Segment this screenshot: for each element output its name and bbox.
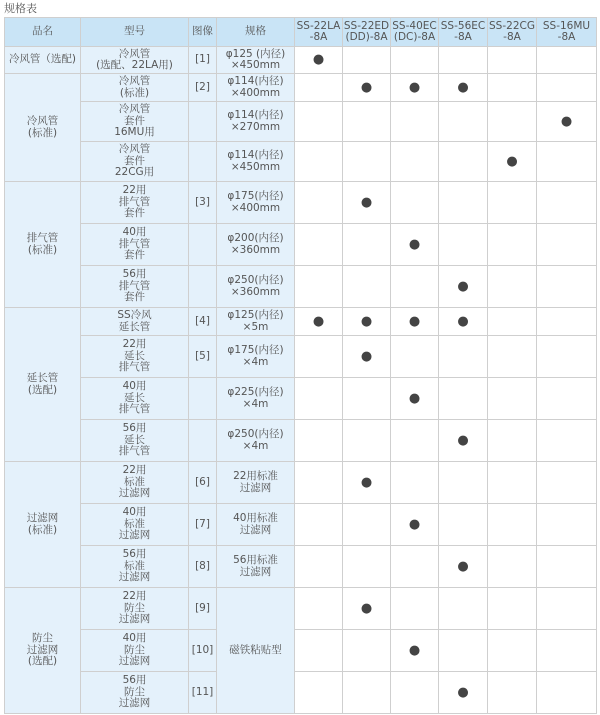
- table-row: [5, 182, 597, 224]
- compat-cell: [343, 672, 391, 714]
- compat-cell: [391, 142, 439, 182]
- header-image: 图像: [189, 18, 217, 47]
- table-row: [5, 672, 597, 714]
- compat-cell: [391, 102, 439, 142]
- compat-cell: [391, 546, 439, 588]
- compat-cell: [295, 630, 343, 672]
- compat-cell: [488, 102, 537, 142]
- spec-cell: φ250(内径) ×4m: [217, 420, 295, 462]
- compat-cell: [537, 47, 597, 74]
- compat-cell: [439, 462, 488, 504]
- compat-cell: [295, 546, 343, 588]
- compat-mark: ●: [343, 182, 391, 224]
- header-ss-16mu: SS-16MU -8A: [537, 18, 597, 47]
- compat-cell: [343, 142, 391, 182]
- compat-cell: [439, 224, 488, 266]
- table-row: [5, 102, 597, 142]
- image-ref-cell: [5]: [189, 336, 217, 378]
- image-ref-cell: [189, 266, 217, 308]
- compat-mark: ●: [391, 630, 439, 672]
- compat-cell: [343, 102, 391, 142]
- model-cell: 冷风管 (选配、22LA用): [81, 47, 189, 74]
- compat-cell: [295, 182, 343, 224]
- spec-cell: 40用标准 过滤网: [217, 504, 295, 546]
- compat-cell: [295, 588, 343, 630]
- table-row: [5, 142, 597, 182]
- spec-cell: φ125(内径) ×5m: [217, 308, 295, 336]
- compat-cell: [537, 336, 597, 378]
- compat-cell: [343, 47, 391, 74]
- table-row: [5, 266, 597, 308]
- header-ss-56ec: SS-56EC -8A: [439, 18, 488, 47]
- spec-cell: φ175(内径) ×400mm: [217, 182, 295, 224]
- product-category-cell: 过滤网 (标准): [5, 462, 81, 588]
- product-category-cell: 延长管 (选配): [5, 308, 81, 462]
- compat-cell: [295, 672, 343, 714]
- compat-cell: [439, 182, 488, 224]
- model-cell: 56用 防尘 过滤网: [81, 672, 189, 714]
- model-cell: 56用 延长 排气管: [81, 420, 189, 462]
- compat-mark: ●: [343, 462, 391, 504]
- compat-mark: ●: [343, 74, 391, 102]
- compat-cell: [488, 504, 537, 546]
- compat-cell: [537, 504, 597, 546]
- table-caption: 规格表: [4, 2, 37, 15]
- compat-cell: [295, 462, 343, 504]
- compat-cell: [537, 74, 597, 102]
- compat-mark: ●: [439, 672, 488, 714]
- header-product: 品名: [5, 18, 81, 47]
- model-cell: 22用 延长 排气管: [81, 336, 189, 378]
- table-row: [5, 308, 597, 336]
- compat-mark: ●: [391, 308, 439, 336]
- compat-cell: [537, 378, 597, 420]
- model-cell: 40用 排气管 套件: [81, 224, 189, 266]
- model-cell: 56用 标准 过滤网: [81, 546, 189, 588]
- image-ref-cell: [9]: [189, 588, 217, 630]
- compat-cell: [343, 546, 391, 588]
- image-ref-cell: [189, 102, 217, 142]
- image-ref-cell: [4]: [189, 308, 217, 336]
- image-ref-cell: [189, 142, 217, 182]
- compat-cell: [488, 588, 537, 630]
- image-ref-cell: [7]: [189, 504, 217, 546]
- image-ref-cell: [10]: [189, 630, 217, 672]
- compat-cell: [537, 588, 597, 630]
- spec-cell: φ200(内径) ×360mm: [217, 224, 295, 266]
- spec-cell: φ114(内径) ×400mm: [217, 74, 295, 102]
- table-row: [5, 378, 597, 420]
- compat-cell: [391, 672, 439, 714]
- image-ref-cell: [3]: [189, 182, 217, 224]
- table-row: [5, 224, 597, 266]
- table-row: [5, 588, 597, 630]
- product-category-cell: 冷风管（选配): [5, 47, 81, 74]
- image-ref-cell: [11]: [189, 672, 217, 714]
- image-ref-cell: [8]: [189, 546, 217, 588]
- compat-cell: [439, 47, 488, 74]
- compat-cell: [391, 588, 439, 630]
- header-ss-22la: SS-22LA -8A: [295, 18, 343, 47]
- spec-cell: φ175(内径) ×4m: [217, 336, 295, 378]
- compat-cell: [537, 142, 597, 182]
- spec-cell: 22用标准 过滤网: [217, 462, 295, 504]
- table-row: [5, 546, 597, 588]
- compat-cell: [295, 142, 343, 182]
- image-ref-cell: [1]: [189, 47, 217, 74]
- model-cell: 22用 标准 过滤网: [81, 462, 189, 504]
- header-ss-40ec: SS-40EC (DC)-8A: [391, 18, 439, 47]
- compat-mark: ●: [537, 102, 597, 142]
- model-cell: 40用 标准 过滤网: [81, 504, 189, 546]
- compat-cell: [343, 378, 391, 420]
- header-ss-22cg: SS-22CG -8A: [488, 18, 537, 47]
- model-cell: 22用 防尘 过滤网: [81, 588, 189, 630]
- header-spec: 规格: [217, 18, 295, 47]
- compat-cell: [439, 336, 488, 378]
- compat-cell: [295, 378, 343, 420]
- compat-mark: ●: [343, 588, 391, 630]
- product-category-cell: 冷风管 (标准): [5, 74, 81, 182]
- compat-cell: [488, 224, 537, 266]
- image-ref-cell: [189, 224, 217, 266]
- compat-cell: [391, 47, 439, 74]
- compat-cell: [488, 672, 537, 714]
- image-ref-cell: [2]: [189, 74, 217, 102]
- compat-cell: [488, 336, 537, 378]
- header-ss-22ed: SS-22ED (DD)-8A: [343, 18, 391, 47]
- compat-cell: [488, 47, 537, 74]
- model-cell: 冷风管 (标准): [81, 74, 189, 102]
- compat-mark: ●: [439, 308, 488, 336]
- compat-cell: [537, 672, 597, 714]
- model-cell: 56用 排气管 套件: [81, 266, 189, 308]
- compat-cell: [391, 420, 439, 462]
- compat-mark: ●: [295, 308, 343, 336]
- compat-mark: ●: [295, 47, 343, 74]
- compat-cell: [343, 420, 391, 462]
- compat-cell: [537, 224, 597, 266]
- compat-cell: [295, 504, 343, 546]
- spec-cell: φ125 (内径) ×450mm: [217, 47, 295, 74]
- spec-cell: φ114(内径) ×450mm: [217, 142, 295, 182]
- spec-cell: φ225(内径) ×4m: [217, 378, 295, 420]
- compat-cell: [488, 266, 537, 308]
- compat-mark: ●: [391, 378, 439, 420]
- compat-cell: [488, 378, 537, 420]
- compat-cell: [391, 336, 439, 378]
- model-cell: 40用 防尘 过滤网: [81, 630, 189, 672]
- compat-cell: [537, 266, 597, 308]
- compat-mark: ●: [439, 420, 488, 462]
- compat-mark: ●: [343, 308, 391, 336]
- compat-cell: [439, 504, 488, 546]
- spec-cell: 磁铁粘贴型: [217, 588, 295, 714]
- table-row: [5, 74, 597, 102]
- image-ref-cell: [189, 420, 217, 462]
- compat-cell: [295, 336, 343, 378]
- compat-cell: [343, 630, 391, 672]
- compat-cell: [537, 420, 597, 462]
- table-row: [5, 504, 597, 546]
- model-cell: 22用 排气管 套件: [81, 182, 189, 224]
- compat-mark: ●: [488, 142, 537, 182]
- compat-cell: [295, 224, 343, 266]
- compat-cell: [488, 546, 537, 588]
- compat-cell: [295, 74, 343, 102]
- header-model: 型号: [81, 18, 189, 47]
- spec-table: [4, 17, 597, 714]
- compat-cell: [391, 266, 439, 308]
- model-cell: SS冷风 延长管: [81, 308, 189, 336]
- compat-cell: [295, 266, 343, 308]
- compat-cell: [439, 142, 488, 182]
- compat-cell: [537, 546, 597, 588]
- compat-cell: [488, 630, 537, 672]
- table-row: [5, 462, 597, 504]
- compat-cell: [488, 182, 537, 224]
- compat-mark: ●: [343, 336, 391, 378]
- compat-mark: ●: [439, 546, 488, 588]
- compat-cell: [343, 266, 391, 308]
- compat-mark: ●: [391, 74, 439, 102]
- product-category-cell: 排气管 (标准): [5, 182, 81, 308]
- compat-cell: [537, 182, 597, 224]
- compat-mark: ●: [439, 74, 488, 102]
- compat-cell: [439, 588, 488, 630]
- compat-cell: [488, 420, 537, 462]
- table-row: [5, 336, 597, 378]
- image-ref-cell: [189, 378, 217, 420]
- compat-cell: [391, 462, 439, 504]
- image-ref-cell: [6]: [189, 462, 217, 504]
- model-cell: 冷风管 套件 22CG用: [81, 142, 189, 182]
- compat-cell: [488, 74, 537, 102]
- compat-cell: [488, 308, 537, 336]
- model-cell: 40用 延长 排气管: [81, 378, 189, 420]
- compat-cell: [537, 308, 597, 336]
- compat-cell: [391, 182, 439, 224]
- table-row: [5, 630, 597, 672]
- compat-cell: [439, 630, 488, 672]
- spec-cell: φ114(内径) ×270mm: [217, 102, 295, 142]
- compat-mark: ●: [439, 266, 488, 308]
- table-row: [5, 47, 597, 74]
- compat-cell: [537, 630, 597, 672]
- compat-cell: [439, 378, 488, 420]
- header-row: [5, 18, 597, 47]
- product-category-cell: 防尘 过滤网 (选配): [5, 588, 81, 714]
- model-cell: 冷风管 套件 16MU用: [81, 102, 189, 142]
- spec-cell: φ250(内径) ×360mm: [217, 266, 295, 308]
- spec-cell: 56用标准 过滤网: [217, 546, 295, 588]
- compat-cell: [343, 504, 391, 546]
- compat-cell: [343, 224, 391, 266]
- compat-mark: ●: [391, 504, 439, 546]
- compat-cell: [488, 462, 537, 504]
- compat-mark: ●: [391, 224, 439, 266]
- table-row: [5, 420, 597, 462]
- compat-cell: [295, 102, 343, 142]
- compat-cell: [295, 420, 343, 462]
- compat-cell: [439, 102, 488, 142]
- compat-cell: [537, 462, 597, 504]
